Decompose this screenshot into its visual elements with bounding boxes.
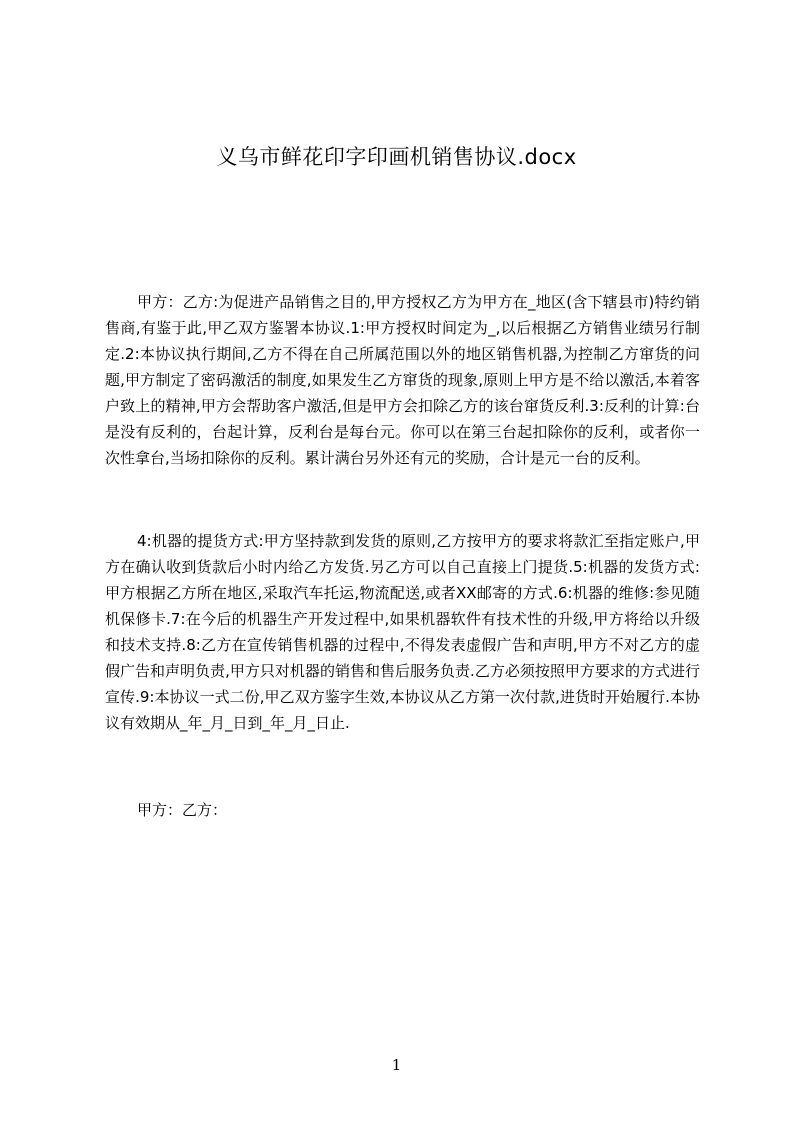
signature-line: 甲方：乙方： <box>137 801 228 819</box>
page-number: 1 <box>391 1056 402 1074</box>
body-paragraph-2: 4:机器的提货方式:甲方坚持款到发货的原则,乙方按甲方的要求将款汇至指定账户,甲方在确认收到货款后小时内给乙方发货.另乙方可以自己直接上门提货.5:机器的发货方式:甲方根据乙方所在地区,采取汽车托运,物流配送,或者XX邮寄的方式.6:机器的维修:参见随机保修卡.7:在今后的机器生产开发过程中,如果机器软件有技术性的升级,甲方将给以升级和技术支持.8:乙方在宣传销售机器的过程中,不得发表虚假广告和声明,甲方不对乙方的虚假广告和声明负责,甲方只对机器的销售和售后服务负责.乙方必须按照甲方要求的方式进行宣传.9:本协议一式二份,甲乙双方鉴字生效,本协议从乙方第一次付款,进货时开始履行.本协议有效期从_年_月_日到_年_月_日止. <box>105 532 700 732</box>
document-title: 义乌市鲜花印字印画机销售协议.docx <box>216 145 577 169</box>
body-paragraph-1: 甲方：乙方:为促进产品销售之目的,甲方授权乙方为甲方在_地区(含下辖县市)特约销售商,有鉴于此,甲乙双方鉴署本协议.1:甲方授权时间定为_,以后根据乙方销售业绩另行制定.2:本协议执行期间,乙方不得在自己所属范围以外的地区销售机器,为控制乙方窜货的问题,甲方制定了密码激活的制度,如果发生乙方窜货的现象,原则上甲方是不给以激活,本着客户致上的精神,甲方会帮助客户激活,但是甲方会扣除乙方的该台窜货反利.3:反利的计算:台是没有反利的，台起计算，反利台是每台元。你可以在第三台起扣除你的反利，或者你一次性拿台,当场扣除你的反利。累计满台另外还有元的奖励，合计是元一台的反利。 <box>105 293 700 467</box>
